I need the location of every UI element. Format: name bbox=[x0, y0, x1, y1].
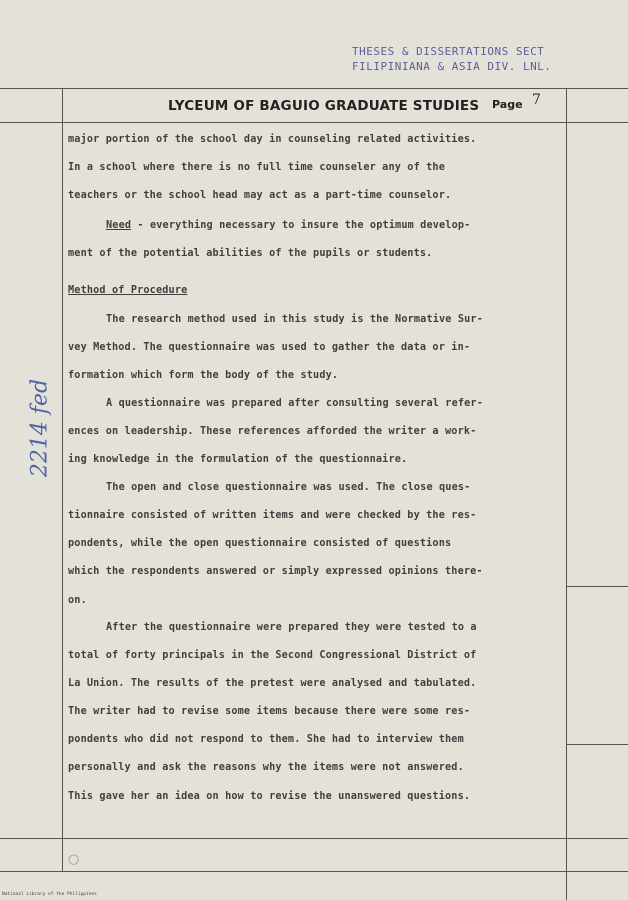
page-title: LYCEUM OF BAGUIO GRADUATE STUDIES bbox=[168, 98, 480, 114]
right-margin-rule-1 bbox=[566, 586, 628, 587]
stamp-line-1: THESES & DISSERTATIONS SECT bbox=[352, 45, 545, 58]
body-line: ences on leadership. These references afforded the writer a work- bbox=[68, 426, 477, 437]
footer-credit: National Library of the Philippines bbox=[2, 892, 97, 897]
body-line: ing knowledge in the formulation of the questionnaire. bbox=[68, 454, 408, 465]
library-stamp bbox=[352, 44, 552, 74]
handwritten-margin-note bbox=[6, 378, 76, 478]
header-top-rule bbox=[0, 88, 628, 89]
body-line: teachers or the school head may act as a part-time counselor. bbox=[68, 190, 452, 201]
left-margin-line bbox=[62, 88, 63, 872]
body-line bbox=[106, 220, 470, 231]
body-line: total of forty principals in the Second Congressional District of bbox=[68, 650, 477, 661]
page-label: Page bbox=[492, 98, 523, 111]
right-margin-rule-2 bbox=[566, 744, 628, 745]
body-line: The research method used in this study is the Normative Sur- bbox=[106, 314, 484, 325]
body-line: formation which form the body of the study. bbox=[68, 370, 339, 381]
body-line: which the respondents answered or simply expressed opinions there- bbox=[68, 566, 483, 577]
header-bottom-rule bbox=[0, 122, 628, 123]
body-line: The writer had to revise some items because there were some res- bbox=[68, 706, 471, 717]
body-line: This gave her an idea on how to revise the unanswered questions. bbox=[68, 791, 471, 802]
body-line: A questionnaire was prepared after consulting several refer- bbox=[106, 398, 484, 409]
page-number: 7 bbox=[532, 92, 541, 108]
body-line: personally and ask the reasons why the items were not answered. bbox=[68, 762, 464, 773]
body-line: vey Method. The questionnaire was used to gather the data or in- bbox=[68, 342, 471, 353]
body-line: tionnaire consisted of written items and were checked by the res- bbox=[68, 510, 477, 521]
definition-text: - everything necessary to insure the optimum develop- bbox=[131, 220, 471, 231]
bottom-rule-upper bbox=[0, 838, 628, 839]
handwritten-note-text: 2214 fed bbox=[27, 378, 53, 478]
term-need: Need bbox=[106, 220, 132, 231]
bottom-rule-lower bbox=[0, 871, 628, 872]
body-line: ment of the potential abilities of the pupils or students. bbox=[68, 248, 433, 259]
body-line: The open and close questionnaire was used. The close ques- bbox=[106, 482, 471, 493]
body-line: In a school where there is no full time counseler any of the bbox=[68, 162, 446, 173]
body-line: pondents, while the open questionnaire consisted of questions bbox=[68, 538, 452, 549]
body-line: pondents who did not respond to them. She had to interview them bbox=[68, 734, 464, 745]
body-line: La Union. The results of the pretest were analysed and tabulated. bbox=[68, 678, 477, 689]
section-heading: Method of Procedure bbox=[68, 285, 188, 296]
stamp-line-2: FILIPINIANA & ASIA DIV. LNL. bbox=[352, 60, 552, 73]
faint-mark: ○ bbox=[68, 852, 80, 867]
body-line: major portion of the school day in counseling related activities. bbox=[68, 134, 477, 145]
right-margin-line bbox=[566, 88, 567, 900]
body-line: on. bbox=[68, 595, 87, 606]
body-line: After the questionnaire were prepared they were tested to a bbox=[106, 622, 477, 633]
